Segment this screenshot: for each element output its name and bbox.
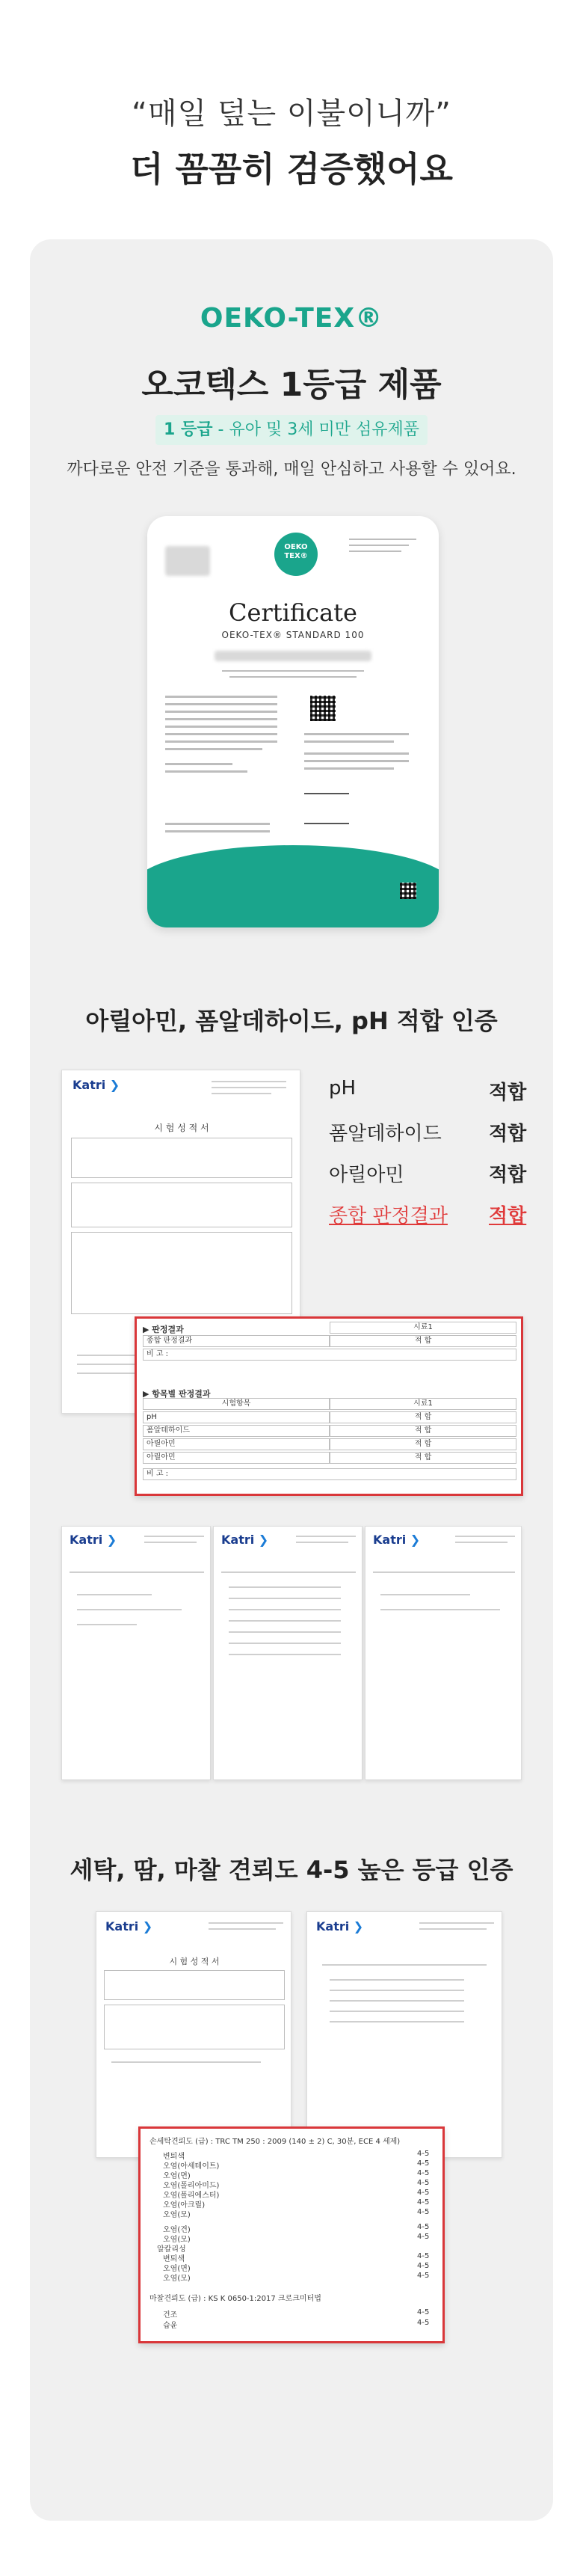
report-line	[229, 1609, 341, 1610]
fastness-grade: 4-5	[417, 2319, 430, 2327]
hero-title: 더 꼼꼼히 검증했어요	[130, 149, 453, 189]
cert-text-line	[304, 760, 409, 762]
fastness-item: 오염(면)	[163, 2172, 191, 2180]
katri-brand: Katri	[316, 1919, 350, 1933]
report-line	[330, 1990, 464, 1991]
report-line	[330, 1979, 464, 1981]
report-table	[104, 1970, 285, 2000]
fastness-item: 오염(모)	[163, 2236, 191, 2244]
katri-brand: Katri	[73, 1078, 106, 1092]
fastness-grade: 4-5	[417, 2272, 430, 2280]
report-line	[70, 1571, 204, 1573]
report-line	[229, 1598, 341, 1599]
fastness-item: 오염(아세테이트)	[163, 2162, 220, 2171]
signature	[304, 793, 349, 794]
item-value: 적 합	[330, 1411, 516, 1423]
result-value: 적합	[489, 1082, 527, 1104]
result-label: 아릴아민	[329, 1164, 404, 1186]
report-line	[77, 1624, 137, 1625]
fastness-item: 오염(폴리아미드)	[163, 2182, 220, 2190]
cert-text-line	[165, 718, 277, 720]
result-caption: ▶ 판정결과	[143, 1325, 184, 1334]
result-label: 폼알데하이드	[329, 1123, 442, 1145]
result-value: 적합	[489, 1205, 527, 1227]
fastness-item: 건조	[163, 2311, 178, 2319]
report-line	[373, 1571, 515, 1573]
report-line	[296, 1542, 348, 1543]
report-line	[77, 1594, 152, 1595]
item-value: 적 합	[330, 1438, 516, 1450]
highlighted-result-table	[135, 1316, 523, 1496]
cert-text-line	[165, 763, 232, 765]
report-line	[212, 1081, 286, 1082]
report-line	[77, 1609, 182, 1610]
fastness-grade: 4-5	[417, 2223, 430, 2231]
katri-logo	[373, 1533, 420, 1547]
report-table	[71, 1183, 292, 1227]
result-label: pH	[329, 1077, 357, 1100]
report-line	[330, 2021, 464, 2023]
cert-text-line	[165, 748, 262, 750]
katri-arrow-icon: ❯	[109, 1078, 120, 1092]
katri-arrow-icon: ❯	[258, 1533, 269, 1547]
cert-text-line	[304, 733, 409, 735]
test-report-page	[365, 1526, 522, 1780]
fastness-item: 오염(면)	[163, 2265, 191, 2273]
sample-header: 시료1	[330, 1398, 516, 1410]
item-name: 아릴아민	[143, 1452, 330, 1464]
report-line	[380, 1594, 470, 1595]
oeko-certificate-image	[147, 516, 439, 927]
fastness-grade: 4-5	[417, 2233, 430, 2241]
report-line	[144, 1536, 204, 1537]
report-line	[144, 1542, 197, 1543]
report-line	[380, 1609, 500, 1610]
cert-text-line	[222, 670, 364, 672]
item-name: 아릴아민	[143, 1438, 330, 1450]
item-name: 폼알데하이드	[143, 1425, 330, 1437]
katri-logo	[316, 1919, 363, 1933]
grade-badge-strong: 1 등급	[164, 420, 213, 439]
cert-text-line	[349, 545, 409, 546]
cert-text-line	[165, 733, 277, 735]
fastness-grade: 4-5	[417, 2179, 430, 2187]
blurred-area	[165, 546, 210, 576]
grade-badge	[155, 415, 428, 445]
fastness-item: 오염(폴리에스터)	[163, 2192, 220, 2200]
cert-text-line	[165, 703, 277, 705]
test-report-page	[213, 1526, 363, 1780]
fastness-item: 오염(모)	[163, 2275, 191, 2283]
katri-logo	[70, 1533, 117, 1547]
fastness-head-1: 손세탁견뢰도 (급) : TRC TM 250 : 2009 (140 ± 2) C, 30분, ECE 4 세제)	[149, 2138, 401, 2146]
report-title: 시 험 성 적 서	[154, 1123, 209, 1133]
report-line	[229, 1631, 341, 1633]
report-line	[212, 1087, 286, 1088]
report-line	[322, 1964, 487, 1966]
report-line	[229, 1586, 341, 1588]
highlighted-fastness-table	[138, 2126, 445, 2343]
report-line	[209, 1922, 283, 1924]
fastness-item: 오염(모)	[163, 2211, 191, 2219]
fastness-item: 오염(아크릴)	[163, 2201, 206, 2209]
item-value: 적 합	[330, 1425, 516, 1437]
cert-text-line	[304, 767, 394, 770]
cert-text-line	[304, 740, 394, 743]
result-label: 종합 판정결과	[329, 1205, 448, 1227]
fastness-grade: 4-5	[417, 2208, 430, 2216]
report-title: 시 험 성 적 서	[169, 1957, 220, 1966]
fastness-grade: 4-5	[417, 2198, 430, 2207]
sample-header: 시료1	[330, 1322, 516, 1334]
oeko-logo: OEKO TEX®	[274, 533, 318, 576]
item-name: pH	[143, 1411, 330, 1423]
test-report-page	[61, 1526, 211, 1780]
cert-text-line	[165, 770, 247, 773]
remark-cell: 비 고 :	[143, 1349, 516, 1361]
item-caption: ▶ 항목별 판정결과	[143, 1389, 211, 1399]
cert-text-line	[229, 676, 357, 678]
katri-arrow-icon: ❯	[142, 1919, 153, 1933]
overall-value-cell: 적 합	[330, 1335, 516, 1347]
cert-text-line	[165, 823, 270, 825]
cert-text-line	[165, 726, 277, 728]
katri-brand: Katri	[70, 1533, 103, 1547]
grade-description: 까다로운 안전 기준을 통과해, 매일 안심하고 사용할 수 있어요.	[67, 460, 516, 479]
report-table	[104, 2005, 285, 2049]
fastness-grade: 4-5	[417, 2262, 430, 2270]
item-header: 시험항목	[143, 1398, 330, 1410]
result-value: 적합	[489, 1164, 527, 1186]
fastness-report-page	[306, 1911, 502, 2158]
report-line	[455, 1542, 508, 1543]
oeko-brand-title: OEKO-TEX®	[200, 303, 383, 334]
section-title-fastness: 세탁, 땀, 마찰 견뢰도 4-5 높은 등급 인증	[70, 1856, 513, 1884]
cert-text-line	[165, 696, 277, 698]
katri-brand: Katri	[105, 1919, 139, 1933]
result-row	[329, 1118, 553, 1148]
fastness-report-page	[96, 1911, 292, 2158]
fastness-grade: 4-5	[417, 2169, 430, 2177]
cert-text-line	[165, 830, 270, 832]
grade-badge-rest: - 유아 및 3세 미만 섬유제품	[212, 420, 419, 439]
fastness-item: 습윤	[163, 2322, 178, 2330]
report-line	[419, 1922, 494, 1924]
fastness-head-2: 마찰견뢰도 (급) : KS K 0650-1:2017 크로크미터법	[149, 2295, 321, 2303]
report-line	[330, 2011, 464, 2012]
report-line	[212, 1093, 271, 1094]
cert-text-line	[349, 551, 401, 552]
result-value: 적합	[489, 1123, 527, 1145]
report-line	[209, 1928, 276, 1930]
report-line	[229, 1643, 341, 1644]
signature	[304, 823, 349, 824]
certificate-green-wave	[147, 845, 439, 927]
section-title-chem: 아릴아민, 폼알데하이드, pH 적합 인증	[85, 1007, 498, 1035]
hero-quote: “매일 덮는 이불이니까”	[132, 96, 451, 131]
qr-code-icon	[400, 883, 416, 899]
result-row-final	[329, 1200, 553, 1230]
result-row	[329, 1159, 553, 1189]
fastness-item: 오염(견)	[163, 2226, 191, 2234]
katri-logo	[73, 1078, 120, 1092]
katri-brand: Katri	[221, 1533, 255, 1547]
cert-text-line	[304, 752, 409, 755]
cert-text-line	[165, 711, 277, 713]
report-line	[229, 1620, 341, 1622]
katri-arrow-icon: ❯	[106, 1533, 117, 1547]
katri-brand: Katri	[373, 1533, 407, 1547]
katri-logo	[221, 1533, 268, 1547]
overall-label-cell: 종합 판정결과	[143, 1335, 330, 1347]
report-line	[111, 2061, 261, 2063]
fastness-grade: 4-5	[417, 2252, 430, 2260]
cert-text-line	[165, 740, 277, 743]
blurred-area	[215, 651, 371, 661]
fastness-item: 변퇴색	[163, 2255, 185, 2263]
fastness-grade: 4-5	[417, 2150, 430, 2158]
certificate-heading: Certificate	[229, 598, 357, 627]
report-table	[71, 1232, 292, 1314]
fastness-grade: 4-5	[417, 2308, 430, 2316]
report-line	[419, 1928, 487, 1930]
fastness-grade: 4-5	[417, 2159, 430, 2168]
fastness-item: 알칼리성	[157, 2245, 186, 2254]
fastness-grade: 4-5	[417, 2189, 430, 2197]
katri-arrow-icon: ❯	[410, 1533, 421, 1547]
report-line	[229, 1654, 341, 1655]
report-line	[455, 1536, 515, 1537]
report-line	[296, 1536, 356, 1537]
grade-title: 오코텍스 1등급 제품	[141, 366, 442, 404]
item-value: 적 합	[330, 1452, 516, 1464]
fastness-item: 변퇴색	[163, 2153, 185, 2161]
result-row	[329, 1077, 553, 1107]
cert-text-line	[349, 539, 416, 540]
report-table	[71, 1138, 292, 1178]
remark-cell: 비 고 :	[143, 1468, 516, 1480]
report-line	[330, 2000, 464, 2002]
katri-logo	[105, 1919, 152, 1933]
qr-code-icon	[310, 696, 336, 721]
certificate-subheading: OEKO-TEX® STANDARD 100	[221, 630, 365, 640]
report-line	[221, 1571, 356, 1573]
katri-arrow-icon: ❯	[353, 1919, 364, 1933]
